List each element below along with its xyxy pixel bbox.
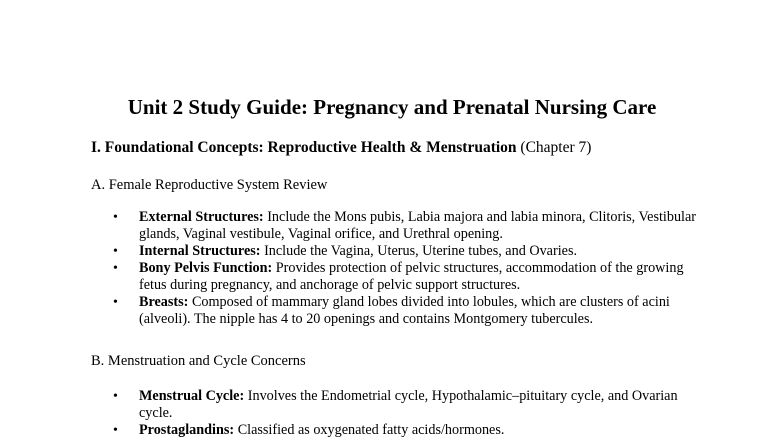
bullet-text: Provides protection of pelvic structures, accommodation of the growing fetus during pregnancy, and anchorage of pelvic support structures. [139,260,684,293]
bullet-text: Include the Vagina, Uterus, Uterine tubes, and Ovaries. [260,243,578,259]
bullet-icon: • [113,244,118,259]
bullet-text: Involves the Endometrial cycle, Hypothalamic–pituitary cycle, and Ovarian cycle. [139,388,678,421]
subsection-b-heading: B. Menstruation and Cycle Concerns [91,353,306,369]
bullet-item-bony-pelvis [0,260,699,294]
bullet-icon: • [113,423,118,438]
bullet-term: External Structures: [139,209,264,225]
subsection-a-heading: A. Female Reproductive System Review [91,177,328,193]
subsection-b-bullet-list [0,388,784,439]
bullet-item-menstrual-cycle [0,388,699,422]
bullet-item-external-structures [0,209,699,243]
bullet-text: Classified as oxygenated fatty acids/hormones. [234,422,505,438]
bullet-text: Composed of mammary gland lobes divided into lobules, which are clusters of acini (alveoli). The nipple has 4 to 20 openings and contains Montgomery tubercules. [139,294,670,327]
bullet-item-prostaglandins [0,422,699,439]
section-heading-chapter: (Chapter 7) [516,139,592,156]
bullet-term: Breasts: [139,294,189,310]
bullet-icon: • [113,261,118,276]
bullet-item-internal-structures [0,243,699,260]
bullet-term: Bony Pelvis Function: [139,260,273,276]
bullet-icon: • [113,210,118,225]
section-heading [91,138,591,158]
bullet-item-breasts [0,294,699,328]
bullet-icon: • [113,295,118,310]
document-title: Unit 2 Study Guide: Pregnancy and Prenatal Nursing Care [127,95,657,119]
bullet-icon: • [113,389,118,404]
subsection-a-bullet-list [0,209,784,328]
bullet-term: Menstrual Cycle: [139,388,245,404]
bullet-term: Internal Structures: [139,243,261,259]
bullet-text: Include the Mons pubis, Labia majora and labia minora, Clitoris, Vestibular glands, Vaginal vestibule, Vaginal orifice, and Urethral opening. [139,209,697,242]
section-heading-main: I. Foundational Concepts: Reproductive Health & Menstruation [91,139,517,156]
bullet-term: Prostaglandins: [139,422,235,438]
